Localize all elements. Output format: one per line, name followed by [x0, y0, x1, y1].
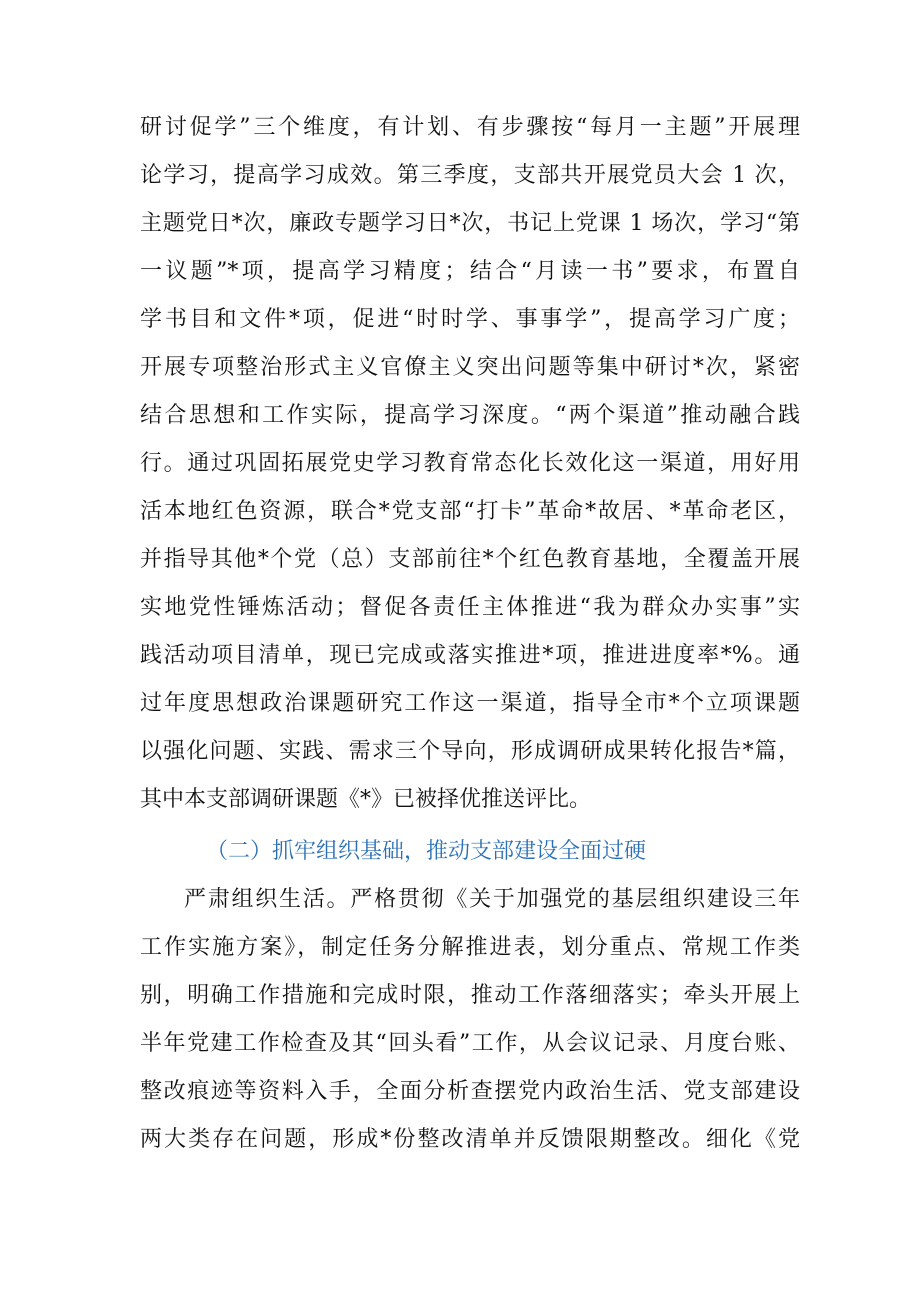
- body-line: 一议题”*项，提高学习精度；结合“月读一书”要求，布置自: [140, 259, 800, 284]
- body-line: 实地党性锤炼活动；督促各责任主体推进“我为群众办实事”实: [140, 595, 800, 620]
- section-line: 整改痕迹等资料入手，全面分析查摆党内政治生活、党支部建设: [140, 1079, 800, 1104]
- section-line: 半年党建工作检查及其“回头看”工作，从会议记录、月度台账、: [140, 1031, 800, 1056]
- section-line: 工作实施方案》，制定任务分解推进表，划分重点、常规工作类: [140, 935, 800, 960]
- body-line: 过年度思想政治课题研究工作这一渠道，指导全市*个立项课题: [140, 691, 800, 716]
- body-line: 开展专项整治形式主义官僚主义突出问题等集中研讨*次，紧密: [140, 355, 800, 380]
- section-heading: （二）抓牢组织基础，推动支部建设全面过硬: [206, 839, 647, 864]
- body-line: 学书目和文件*项，促进“时时学、事事学”，提高学习广度；: [140, 307, 800, 332]
- body-line: 论学习，提高学习成效。第三季度，支部共开展党员大会 1 次，: [140, 163, 800, 188]
- body-line: 并指导其他*个党（总）支部前往*个红色教育基地，全覆盖开展: [140, 547, 800, 572]
- body-line: 活本地红色资源，联合*党支部“打卡”革命*故居、*革命老区，: [140, 499, 800, 524]
- body-line: 以强化问题、实践、需求三个导向，形成调研成果转化报告*篇，: [140, 739, 800, 764]
- body-line: 其中本支部调研课题《*》已被择优推送评比。: [140, 787, 592, 812]
- body-line: 主题党日*次，廉政专题学习日*次，书记上党课 1 场次，学习“第: [140, 211, 800, 236]
- body-line: 践活动项目清单，现已完成或落实推进*项，推进进度率*%。通: [140, 643, 801, 668]
- body-line: 结合思想和工作实际，提高学习深度。“两个渠道”推动融合践: [140, 403, 800, 428]
- section-line: 别，明确工作措施和完成时限，推动工作落细落实；牵头开展上: [140, 983, 800, 1008]
- section-line: 严肃组织生活。严格贯彻《关于加强党的基层组织建设三年: [184, 887, 800, 912]
- body-line: 行。通过巩固拓展党史学习教育常态化长效化这一渠道，用好用: [140, 451, 800, 476]
- section-line: 两大类存在问题，形成*份整改清单并反馈限期整改。细化《党: [140, 1127, 800, 1152]
- body-line: 研讨促学”三个维度，有计划、有步骤按“每月一主题”开展理: [140, 115, 800, 140]
